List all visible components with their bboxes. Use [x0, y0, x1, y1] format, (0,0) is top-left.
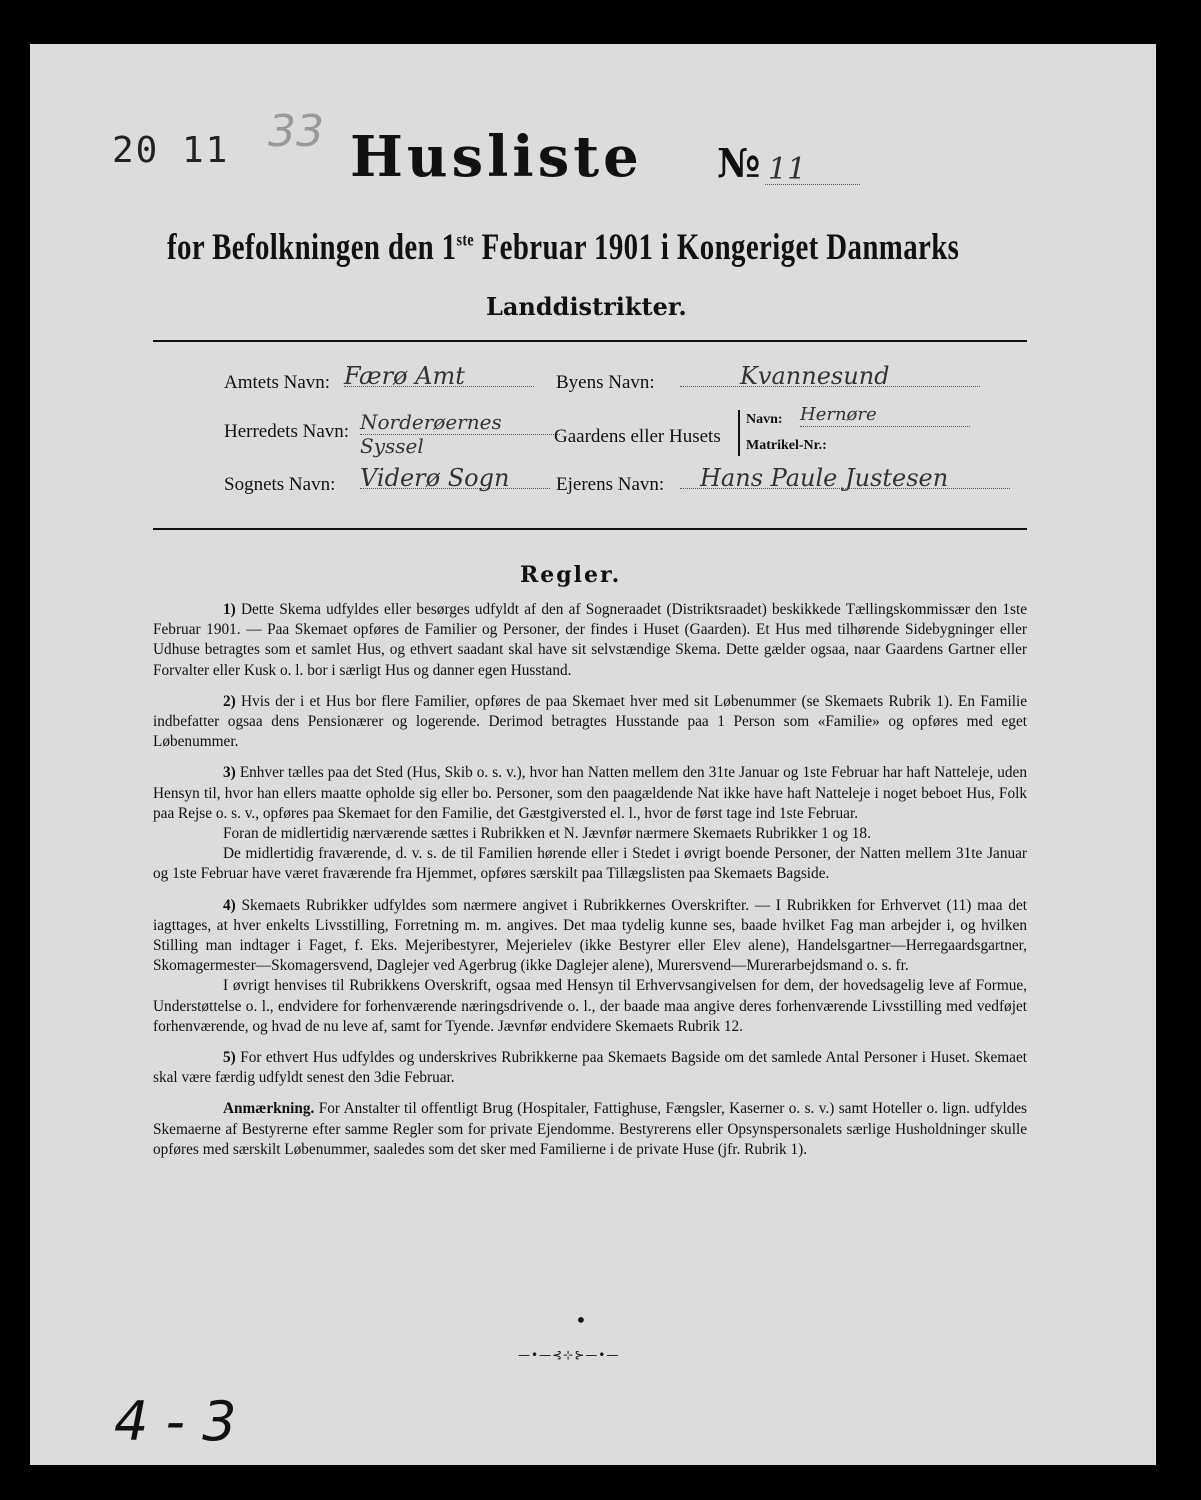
navn-value: Hernøre [800, 404, 877, 425]
by-field [680, 362, 980, 390]
note [153, 1099, 1027, 1160]
note-text: For Anstalter til offentligt Brug (Hospitaler, Fattighuse, Fængsler, Kaserner o. s. v.) samt Hoteller o. lign. udfyldes Skemaerne af Bestyrerne efter samme Regler som for private Ejendomme. Bestyrerens eller Opsynspersonalets særlige Husholdninger skulle opføres med særskilt Løbenummer, saaledes som det sker med Familierne i de private Huse (jfr. Rubrik 1). [153, 1100, 1028, 1158]
subtitle-post: Februar 1901 i Kongeriget Danmarks [474, 227, 960, 268]
rule-5-text: For ethvert Hus udfyldes og underskrives Rubrikkerne paa Skemaets Bagside om det samlede Antal Personer i Huset. Skemaet skal være færdig udfyldt senest den 3die Februar. [153, 1049, 1027, 1087]
rule-4-oevrigt: I øvrigt henvises til Rubrikkens Overskrift, ogsaa med Hensyn til Erhvervsangivelsen for dem, der hovedsagelig leve af Formue, Understøttelse o. l., endvidere for forhenværende næringsdrivende o. l., der baade maa angive deres forhenværende Livsstilling med vedføjet forhenværende, og hvad de nu leve af, samt for Tyende. Jævnfør endvidere Skemaets Rubrik 12. [153, 977, 1027, 1035]
by-value: Kvannesund [740, 362, 890, 390]
ejer-value: Hans Paule Justesen [700, 464, 949, 492]
census-form-page [30, 44, 1156, 1465]
amt-value: Færø Amt [344, 362, 465, 390]
rule-1-number: 1) [223, 601, 236, 618]
form-title: Husliste [350, 124, 643, 190]
rule-4-number: 4) [223, 896, 236, 914]
rule-3-foran: Foran de midlertidig nærværende sættes i Rubrikken et N. Jævnfør nærmere Skemaets Rubrikker 1 og 18. [223, 825, 871, 843]
bullet-mark: • [575, 1308, 587, 1332]
number-underline [765, 184, 860, 185]
rules-heading: Regler. [520, 562, 622, 588]
middle-rule [153, 528, 1027, 530]
sogn-label: Sognets Navn: [224, 474, 336, 495]
pencil-number: 33 [268, 106, 324, 157]
brace [738, 410, 740, 456]
rule-2-text: Hvis der i et Hus bor flere Familier, opføres de paa Skemaet hver med sit Løbenummer (se Skemaets Rubrik 1). En Familie indbefatter ogsaa dens Pensionærer og logerende. Derimod betragtes Husstande paa 1 Person som «Familie» og opføres med eget Løbenummer. [153, 692, 1028, 751]
rule-3-number: 3) [223, 764, 236, 782]
rule-4-text: Skemaets Rubrikker udfyldes som nærmere angivet i Rubrikkernes Overskrifter. — I Rubrikken for Erhvervet (11) maa det iagttages, at hver enkelts Livsstilling, Forretning m. m. angives. Det maa tydelig kunne ses, baade hvilket Fag man arbejder i, og hvilken Stilling man indtager i Faget, f. Eks. Mejeribestyrer, Mejerielev (ikke Bestyrer eller Elev alene), Handelsgartner—Herregaardsgartner, Skomagermester—Skomagersvend, Daglejer ved Agerbrug (ikke Daglejer alene), Murersvend—Murerarbejdsmand o. s. fr. [153, 896, 1028, 975]
amt-label: Amtets Navn: [224, 372, 331, 393]
subtitle-sup: ste [456, 229, 475, 250]
ornament-divider: —•—⊰⊹⊱—•— [518, 1348, 620, 1362]
rule-2-number: 2) [223, 692, 236, 710]
rule-1 [153, 600, 1027, 681]
rule-5 [153, 1048, 1027, 1088]
herred-label: Herredets Navn: [224, 421, 350, 442]
rule-5-number: 5) [223, 1049, 236, 1067]
ejer-label: Ejerens Navn: [556, 474, 665, 495]
rule-2 [153, 692, 1027, 753]
stamp-number-left: 20 [112, 130, 160, 171]
handwritten-bottom-note: 4 - 3 [114, 1390, 237, 1453]
rules-body [153, 600, 1027, 1171]
navn-label: Navn: [746, 412, 783, 427]
stamp-number-right: 11 [182, 130, 230, 171]
rule-3-fravaerende: De midlertidig fraværende, d. v. s. de til Familien hørende eller i Stedet i øvrigt boende Personer, der Natten mellem 31te Januar og 1ste Februar have været fraværende fra Hjemmet, opføres særskilt paa Tillægslisten paa Skemaets Bagside. [153, 845, 1027, 883]
by-label: Byens Navn: [556, 372, 655, 393]
form-number-handwritten: 11 [768, 152, 807, 187]
sogn-value: Viderø Sogn [360, 464, 510, 492]
rule-3 [153, 763, 1027, 824]
rule-1-text: Dette Skema udfyldes eller besørges udfyldt af den af Sogneraadet (Distriktsraadet) beskikkede Tællingskommissær den 1ste Februar 1901. — Paa Skemaet opføres de Familier og Personer, der findes i Huset (Gaarden). Et Hus med tilhørende Sidebygninger eller Udhuse betragtes som et samlet Hus, og ethvert saadant skal have sit selvstændige Skema. Dette gælder ogsaa, naar Gaardens Gartner eller Forvalter eller Kusk o. l. bor i særligt Hus og danner egen Husstand. [153, 601, 1027, 679]
number-sign: № [717, 140, 761, 187]
navn-field [800, 404, 970, 427]
herred-value: Norderøernes Syssel [360, 410, 502, 458]
rule-4 [153, 896, 1027, 977]
district-heading: Landdistrikter. [486, 292, 687, 321]
note-label: Anmærkning. [223, 1100, 315, 1118]
amt-field [344, 362, 534, 390]
subtitle-pre: for Befolkningen den 1 [167, 227, 457, 268]
rule-3-text: Enhver tælles paa det Sted (Hus, Skib o. s. v.), hvor han Natten mellem den 31te Januar og 1ste Februar har haft Natteleje, uden Hensyn til, hvor han ellers maatte opholde sig eller bo. Personer, som den paagældende Nat ikke have haft Natteleje i noget beboet Hus, Folk paa Rejse o. s. v., opføres paa Skemaet for den Familie, det Gæstgiversted el. l., hvor de først tage ind 1ste Februar. [153, 764, 1027, 822]
sogn-field [360, 464, 550, 492]
herred-field [360, 410, 560, 458]
form-subtitle [167, 226, 959, 269]
ejer-field [680, 464, 1010, 492]
gaard-label: Gaardens eller Husets [554, 426, 721, 447]
top-rule [153, 340, 1027, 342]
matrikel-label: Matrikel-Nr.: [746, 438, 827, 453]
